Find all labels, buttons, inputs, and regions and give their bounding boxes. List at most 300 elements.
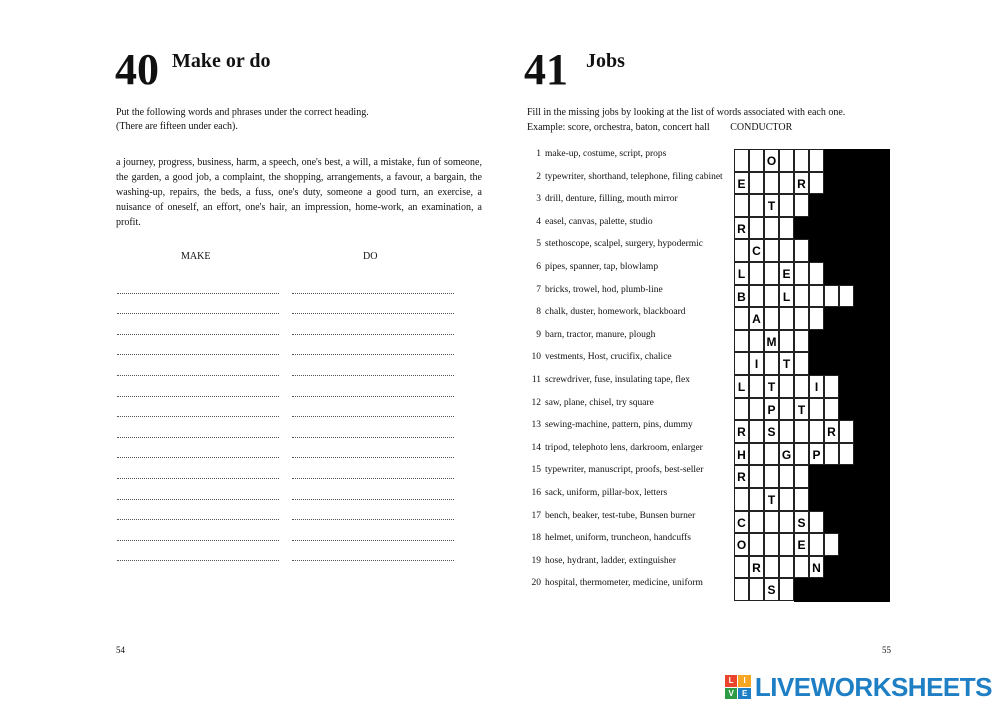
logo-tile: I (738, 675, 751, 687)
letter-input[interactable] (765, 512, 778, 533)
grid-cell[interactable] (809, 420, 824, 443)
given-letter (735, 286, 748, 307)
grid-cell (764, 578, 779, 601)
clue-number: 14 (531, 442, 541, 453)
letter-input[interactable] (735, 332, 748, 353)
grid-cell[interactable] (749, 285, 764, 308)
answer-line[interactable] (117, 376, 279, 397)
letter-input[interactable] (750, 286, 763, 307)
grid-shaded-area (824, 149, 890, 172)
clue-text: easel, canvas, palette, studio (545, 216, 653, 227)
grid-cell[interactable] (839, 285, 854, 308)
grid-cell[interactable] (749, 533, 764, 556)
letter-input[interactable] (780, 535, 793, 556)
letter-input[interactable] (750, 490, 763, 511)
letter-input[interactable] (765, 309, 778, 330)
letter-input[interactable] (765, 264, 778, 285)
grid-cell[interactable] (809, 149, 824, 172)
given-letter (780, 286, 793, 307)
answer-line[interactable] (292, 500, 454, 521)
grid-cell[interactable] (809, 285, 824, 308)
letter-input[interactable] (795, 422, 808, 443)
grid-cell[interactable] (794, 285, 809, 308)
given-letter (735, 535, 748, 556)
letter-input[interactable] (750, 264, 763, 285)
clue-item (527, 172, 737, 195)
grid-cell[interactable] (779, 465, 794, 488)
answer-line[interactable] (117, 438, 279, 459)
letter-input[interactable] (795, 264, 808, 285)
clue-number: 13 (531, 420, 541, 431)
letter-input[interactable] (810, 535, 823, 556)
answer-line[interactable] (117, 273, 279, 294)
answer-line[interactable] (292, 541, 454, 562)
given-letter (795, 399, 808, 420)
letter-input[interactable] (735, 354, 748, 375)
grid-cell (779, 262, 794, 285)
grid-shaded-area (809, 239, 890, 262)
letter-input[interactable] (795, 151, 808, 172)
answer-line[interactable] (292, 438, 454, 459)
answer-line[interactable] (292, 273, 454, 294)
letter-input[interactable] (795, 377, 808, 398)
letter-input[interactable] (780, 241, 793, 262)
letter-input[interactable] (780, 490, 793, 511)
letter-input[interactable] (810, 399, 823, 420)
grid-cell[interactable] (749, 398, 764, 421)
letter-input[interactable] (780, 377, 793, 398)
clue-number: 18 (531, 533, 541, 544)
clue-item (527, 217, 737, 240)
grid-shaded-area (809, 488, 890, 511)
letter-input[interactable] (795, 286, 808, 307)
grid-cell[interactable] (764, 556, 779, 579)
letter-input[interactable] (750, 399, 763, 420)
grid-cell[interactable] (779, 578, 794, 601)
given-letter (735, 264, 748, 285)
letter-input[interactable] (780, 512, 793, 533)
letter-input[interactable] (840, 286, 853, 307)
letter-input[interactable] (795, 490, 808, 511)
letter-input[interactable] (825, 535, 838, 556)
clue-text: sewing-machine, pattern, pins, dummy (545, 420, 693, 431)
grid-cell (809, 556, 824, 579)
letter-input[interactable] (825, 445, 838, 466)
given-letter (735, 445, 748, 466)
grid-cell[interactable] (749, 465, 764, 488)
letter-input[interactable] (750, 196, 763, 217)
clue-item (527, 307, 737, 330)
grid-cell (764, 488, 779, 511)
grid-cell[interactable] (764, 285, 779, 308)
answer-line[interactable] (117, 355, 279, 376)
grid-cell[interactable] (824, 375, 839, 398)
grid-cell[interactable] (764, 443, 779, 466)
grid-cell (809, 375, 824, 398)
logo-tile: E (738, 688, 751, 700)
letter-input[interactable] (810, 512, 823, 533)
letter-input[interactable] (735, 399, 748, 420)
grid-cell (749, 352, 764, 375)
letter-input[interactable] (795, 309, 808, 330)
grid-cell[interactable] (779, 488, 794, 511)
letter-input[interactable] (780, 196, 793, 217)
answer-line[interactable] (292, 397, 454, 418)
answer-line[interactable] (117, 335, 279, 356)
grid-shaded-area (809, 330, 890, 353)
clue-list (527, 149, 737, 601)
given-letter (780, 445, 793, 466)
grid-cell[interactable] (734, 488, 749, 511)
letter-input[interactable] (750, 580, 763, 601)
grid-cell[interactable] (794, 239, 809, 262)
given-letter (735, 219, 748, 240)
answer-line[interactable] (292, 335, 454, 356)
letter-input[interactable] (735, 490, 748, 511)
grid-cell (734, 533, 749, 556)
given-letter (750, 558, 763, 579)
grid-cell[interactable] (734, 239, 749, 262)
clue-number: 4 (536, 216, 541, 227)
clue-number: 17 (531, 510, 541, 521)
grid-cell[interactable] (779, 307, 794, 330)
answer-line[interactable] (117, 479, 279, 500)
grid-cell[interactable] (749, 488, 764, 511)
clue-text: vestments, Host, crucifix, chalice (545, 352, 672, 363)
letter-input[interactable] (750, 377, 763, 398)
given-letter (795, 512, 808, 533)
answer-line[interactable] (117, 541, 279, 562)
grid-cell[interactable] (749, 420, 764, 443)
given-letter (735, 377, 748, 398)
grid-cell[interactable] (809, 172, 824, 195)
grid-cell[interactable] (734, 398, 749, 421)
clue-item (527, 398, 737, 421)
grid-cell[interactable] (749, 217, 764, 240)
page-unit-41 (500, 0, 1000, 670)
do-answer-column (292, 273, 454, 561)
letter-input[interactable] (795, 332, 808, 353)
letter-input[interactable] (810, 151, 823, 172)
grid-cell (794, 172, 809, 195)
grid-cell[interactable] (794, 352, 809, 375)
given-letter (765, 580, 778, 601)
example-label: Example: score, orchestra, baton, concert hall (527, 122, 710, 133)
grid-cell[interactable] (734, 556, 749, 579)
letter-input[interactable] (825, 399, 838, 420)
letter-input[interactable] (750, 332, 763, 353)
letter-input[interactable] (840, 445, 853, 466)
grid-cell[interactable] (764, 352, 779, 375)
letter-input[interactable] (825, 377, 838, 398)
clue-text: make-up, costume, script, props (545, 149, 667, 159)
grid-cell[interactable] (794, 194, 809, 217)
letter-input[interactable] (765, 535, 778, 556)
letter-input[interactable] (825, 286, 838, 307)
letter-input[interactable] (795, 241, 808, 262)
grid-cell[interactable] (779, 375, 794, 398)
grid-cell (734, 375, 749, 398)
grid-cell[interactable] (764, 307, 779, 330)
grid-shaded-area (854, 285, 890, 308)
given-letter (750, 309, 763, 330)
answer-line[interactable] (117, 458, 279, 479)
letter-input[interactable] (750, 173, 763, 194)
logo-mark (725, 675, 751, 699)
answer-line[interactable] (292, 314, 454, 335)
answer-line[interactable] (117, 500, 279, 521)
grid-cell[interactable] (779, 239, 794, 262)
letter-input[interactable] (735, 558, 748, 579)
given-letter (735, 467, 748, 488)
letter-input[interactable] (750, 535, 763, 556)
grid-cell[interactable] (779, 511, 794, 534)
grid-cell[interactable] (839, 420, 854, 443)
answer-line[interactable] (292, 376, 454, 397)
letter-input[interactable] (735, 580, 748, 601)
grid-cell[interactable] (764, 239, 779, 262)
grid-cell[interactable] (809, 262, 824, 285)
grid-shaded-area (824, 307, 890, 330)
grid-cell[interactable] (764, 465, 779, 488)
given-letter (780, 354, 793, 375)
given-letter (750, 354, 763, 375)
grid-cell[interactable] (824, 285, 839, 308)
unit-title: Jobs (586, 50, 625, 72)
clue-text: typewriter, shorthand, telephone, filing cabinet (545, 171, 723, 182)
grid-cell[interactable] (779, 194, 794, 217)
letter-input[interactable] (795, 558, 808, 579)
grid-cell (734, 420, 749, 443)
grid-cell[interactable] (749, 443, 764, 466)
letter-input[interactable] (765, 173, 778, 194)
clue-item (527, 578, 737, 601)
letter-input[interactable] (795, 467, 808, 488)
letter-input[interactable] (735, 241, 748, 262)
answer-line[interactable] (117, 520, 279, 541)
letter-input[interactable] (780, 219, 793, 240)
letter-input[interactable] (810, 309, 823, 330)
grid-shaded-area (824, 511, 890, 534)
letter-input[interactable] (780, 467, 793, 488)
grid-cell[interactable] (779, 420, 794, 443)
letter-input[interactable] (765, 286, 778, 307)
clue-number: 16 (531, 487, 541, 498)
grid-cell[interactable] (809, 511, 824, 534)
clue-text: sack, uniform, pillar-box, letters (545, 487, 668, 498)
grid-cell[interactable] (764, 217, 779, 240)
letter-input[interactable] (750, 445, 763, 466)
grid-cell[interactable] (779, 149, 794, 172)
letter-input[interactable] (810, 422, 823, 443)
letter-input[interactable] (780, 580, 793, 601)
letter-input[interactable] (765, 467, 778, 488)
letter-input[interactable] (780, 422, 793, 443)
grid-cell[interactable] (749, 262, 764, 285)
grid-cell[interactable] (779, 398, 794, 421)
grid-cell[interactable] (764, 262, 779, 285)
grid-cell (734, 172, 749, 195)
do-heading: DO (363, 251, 378, 262)
answer-line[interactable] (292, 458, 454, 479)
letter-input[interactable] (735, 196, 748, 217)
clue-text: barn, tractor, manure, plough (545, 329, 656, 340)
grid-cell (824, 420, 839, 443)
letter-input[interactable] (780, 309, 793, 330)
grid-cell[interactable] (734, 352, 749, 375)
grid-cell[interactable] (794, 443, 809, 466)
grid-cell[interactable] (794, 465, 809, 488)
letter-input[interactable] (735, 151, 748, 172)
grid-cell[interactable] (749, 375, 764, 398)
given-letter (735, 512, 748, 533)
instructions (116, 106, 486, 134)
clue-item (527, 375, 737, 398)
letter-input[interactable] (765, 558, 778, 579)
letter-input[interactable] (795, 196, 808, 217)
letter-input[interactable] (765, 354, 778, 375)
page-number: 54 (116, 645, 125, 655)
clue-item (527, 465, 737, 488)
grid-cell[interactable] (749, 578, 764, 601)
clue-item (527, 285, 737, 308)
clue-number: 20 (531, 578, 541, 589)
grid-shaded-area (809, 465, 890, 488)
letter-input[interactable] (765, 219, 778, 240)
grid-cell (734, 262, 749, 285)
answer-line[interactable] (292, 479, 454, 500)
grid-cell (749, 556, 764, 579)
answer-line[interactable] (117, 294, 279, 315)
letter-input[interactable] (780, 332, 793, 353)
given-letter (765, 332, 778, 353)
clue-text: hose, hydrant, ladder, extinguisher (545, 555, 677, 566)
grid-shaded-area (854, 443, 890, 466)
example-answer: CONDUCTOR (730, 122, 793, 133)
clue-number: 19 (531, 555, 541, 566)
grid-cell[interactable] (749, 172, 764, 195)
letter-input[interactable] (750, 467, 763, 488)
grid-cell (764, 375, 779, 398)
grid-cell[interactable] (794, 420, 809, 443)
letter-input[interactable] (735, 309, 748, 330)
grid-cell[interactable] (809, 307, 824, 330)
clue-number: 6 (536, 261, 541, 272)
grid-cell[interactable] (794, 149, 809, 172)
grid-cell[interactable] (824, 443, 839, 466)
grid-cell (734, 443, 749, 466)
grid-cell[interactable] (734, 307, 749, 330)
grid-cell[interactable] (794, 330, 809, 353)
grid-cell (734, 285, 749, 308)
grid-cell[interactable] (794, 307, 809, 330)
grid-cell[interactable] (764, 511, 779, 534)
letter-input[interactable] (840, 422, 853, 443)
grid-cell[interactable] (764, 533, 779, 556)
make-heading: MAKE (181, 251, 211, 262)
letter-input[interactable] (810, 264, 823, 285)
grid-cell[interactable] (794, 262, 809, 285)
grid-cell[interactable] (779, 172, 794, 195)
grid-cell (794, 398, 809, 421)
grid-cell[interactable] (839, 443, 854, 466)
answer-line[interactable] (117, 314, 279, 335)
answer-line[interactable] (292, 355, 454, 376)
grid-cell[interactable] (809, 398, 824, 421)
grid-cell[interactable] (779, 533, 794, 556)
answer-line[interactable] (117, 397, 279, 418)
letter-input[interactable] (780, 173, 793, 194)
grid-cell[interactable] (824, 533, 839, 556)
given-letter (795, 173, 808, 194)
answer-line[interactable] (117, 417, 279, 438)
grid-cell[interactable] (794, 556, 809, 579)
letter-input[interactable] (765, 241, 778, 262)
given-letter (735, 422, 748, 443)
letter-input[interactable] (795, 445, 808, 466)
letter-input[interactable] (780, 151, 793, 172)
grid-cell[interactable] (734, 330, 749, 353)
clue-text: pipes, spanner, tap, blowlamp (545, 261, 659, 272)
grid-cell[interactable] (749, 194, 764, 217)
answer-line[interactable] (292, 417, 454, 438)
answer-line[interactable] (292, 294, 454, 315)
letter-input[interactable] (780, 558, 793, 579)
given-letter (810, 377, 823, 398)
grid-cell[interactable] (749, 149, 764, 172)
grid-cell[interactable] (779, 330, 794, 353)
logo-tile: V (725, 688, 738, 700)
answer-line[interactable] (292, 520, 454, 541)
grid-cell[interactable] (749, 511, 764, 534)
grid-cell[interactable] (764, 172, 779, 195)
given-letter (765, 422, 778, 443)
grid-cell[interactable] (734, 578, 749, 601)
grid-cell[interactable] (824, 398, 839, 421)
letter-input[interactable] (750, 512, 763, 533)
clue-number: 12 (531, 397, 541, 408)
grid-cell[interactable] (749, 330, 764, 353)
grid-cell (764, 149, 779, 172)
letter-input[interactable] (750, 219, 763, 240)
letter-input[interactable] (810, 286, 823, 307)
unit-number: 40 (115, 45, 159, 94)
grid-cell[interactable] (734, 194, 749, 217)
letter-input[interactable] (750, 422, 763, 443)
clue-item (527, 352, 737, 375)
grid-cell[interactable] (779, 556, 794, 579)
clue-item (527, 262, 737, 285)
grid-cell (794, 533, 809, 556)
grid-cell (779, 443, 794, 466)
given-letter (765, 377, 778, 398)
clue-number: 2 (536, 171, 541, 182)
letter-input[interactable] (780, 399, 793, 420)
clue-item (527, 330, 737, 353)
grid-cell[interactable] (794, 375, 809, 398)
grid-cell (749, 307, 764, 330)
letter-input[interactable] (795, 354, 808, 375)
letter-input[interactable] (750, 151, 763, 172)
letter-input[interactable] (810, 173, 823, 194)
grid-cell[interactable] (809, 533, 824, 556)
grid-shaded-area (854, 420, 890, 443)
letter-input[interactable] (765, 445, 778, 466)
grid-cell[interactable] (779, 217, 794, 240)
grid-cell[interactable] (794, 488, 809, 511)
grid-cell[interactable] (734, 149, 749, 172)
clue-item (527, 420, 737, 443)
